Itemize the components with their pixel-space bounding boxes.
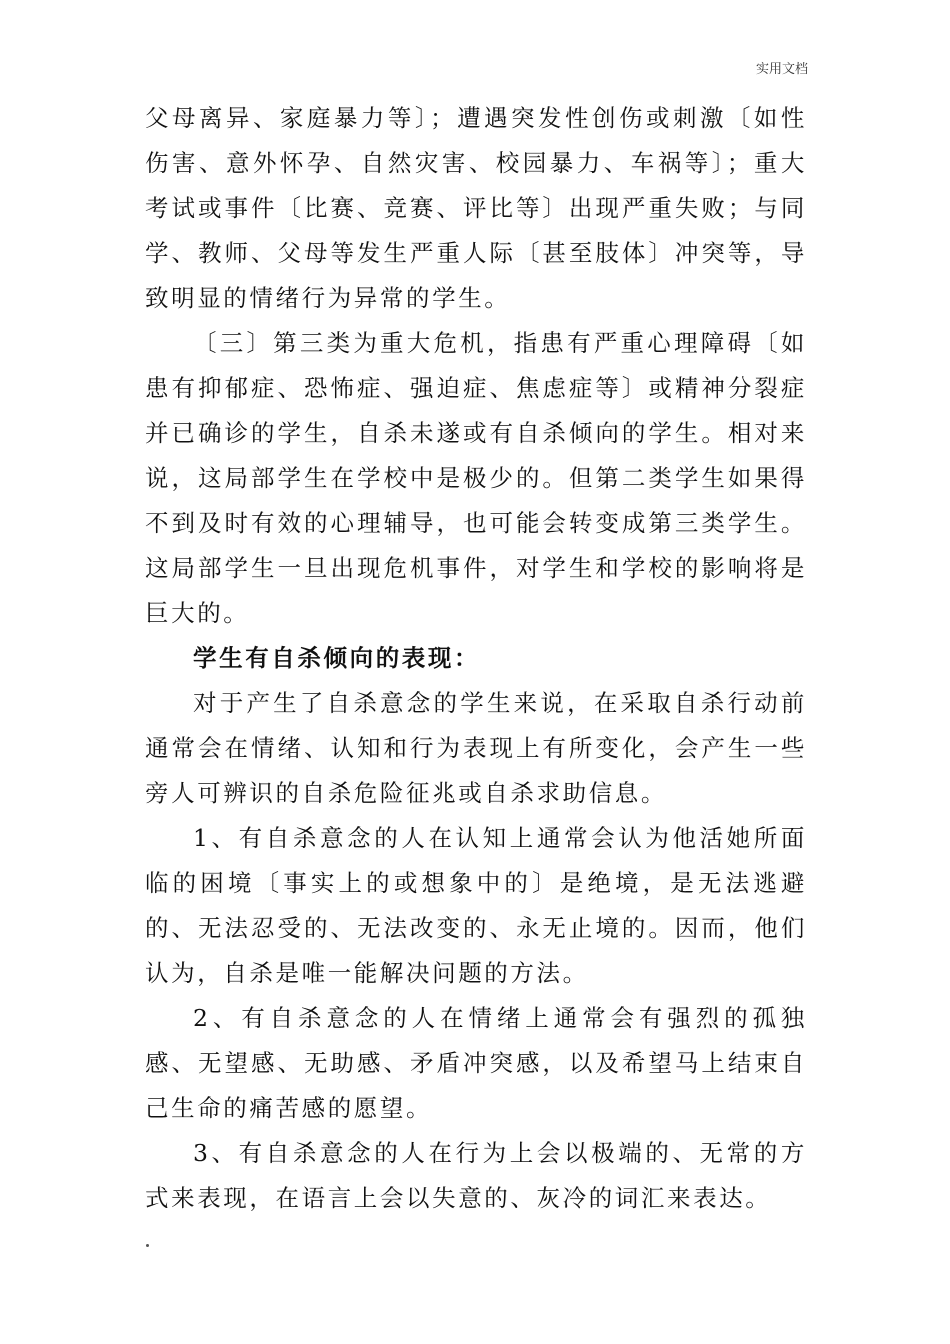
section-heading-suicide-signs: 学生有自杀倾向的表现： xyxy=(193,644,481,672)
paragraph-category-three: 〔三〕第三类为重大危机，指患有严重心理障碍〔如患有抑郁症、恐怖症、强迫症、焦虑症等〕或精神分裂症并已确诊的学生，自杀未遂或有自杀倾向的学生。相对来说，这局部学生在学校中是极少的。但第二类学生如果得不到及时有效的心理辅导，也可能会转变成第三类学生。这局部学生一旦出现危机事件，对学生和学校的影响将是巨大的。 xyxy=(145,329,807,627)
page-header-label: 实用文档 xyxy=(755,62,808,77)
paragraph-intro-signs: 对于产生了自杀意念的学生来说，在采取自杀行动前通常会在情绪、认知和行为表现上有所变化，会产生一些旁人可辨识的自杀危险征兆或自杀求助信息。 xyxy=(145,689,807,807)
document-body xyxy=(145,96,807,1221)
footer-dot xyxy=(146,1244,149,1247)
paragraph-sign-2-emotion: 2、有自杀意念的人在情绪上通常会有强烈的孤独感、无望感、无助感、矛盾冲突感，以及希望马上结束自己生命的痛苦感的愿望。 xyxy=(145,1004,807,1122)
paragraph-sign-3-behavior: 3、有自杀意念的人在行为上会以极端的、无常的方式来表现，在语言上会以失意的、灰冷的词汇来表达。 xyxy=(145,1139,807,1212)
paragraph-sign-1-cognition: 1、有自杀意念的人在认知上通常会认为他活她所面临的困境〔事实上的或想象中的〕是绝境，是无法逃避的、无法忍受的、无法改变的、永无止境的。因而，他们认为，自杀是唯一能解决问题的方法。 xyxy=(145,824,807,987)
paragraph-continued: 父母离异、家庭暴力等〕；遭遇突发性创伤或刺激〔如性伤害、意外怀孕、自然灾害、校园暴力、车祸等〕；重大考试或事件〔比赛、竞赛、评比等〕出现严重失败；与同学、教师、父母等发生严重人际〔甚至肢体〕冲突等，导致明显的情绪行为异常的学生。 xyxy=(145,104,807,312)
